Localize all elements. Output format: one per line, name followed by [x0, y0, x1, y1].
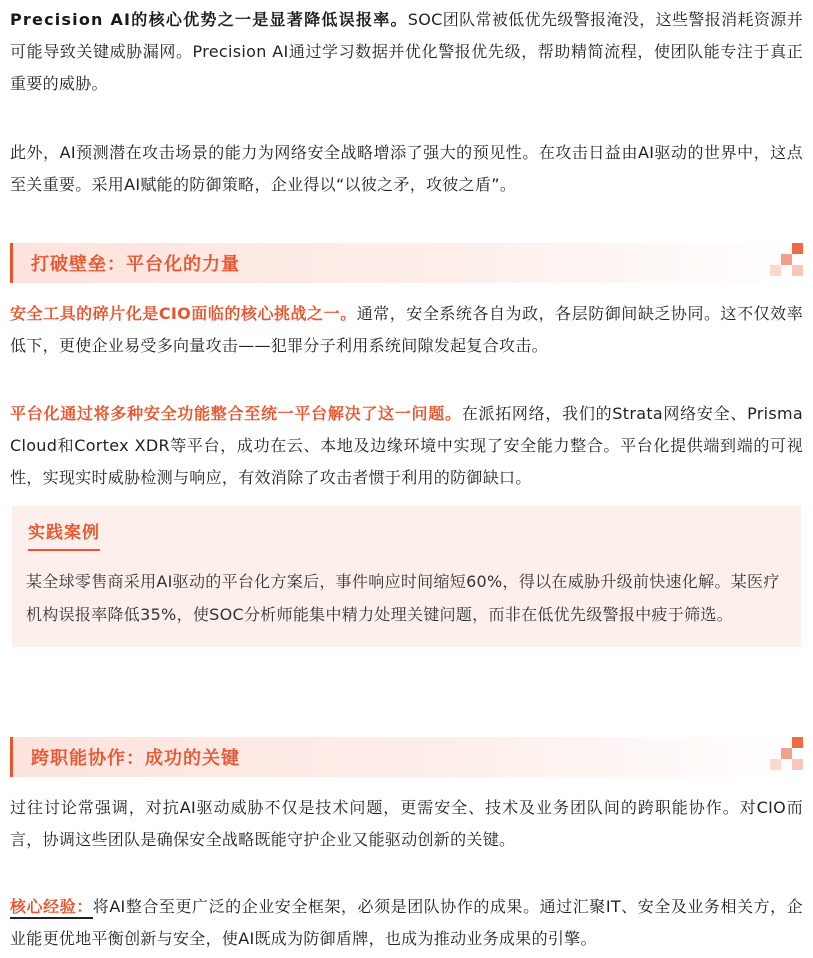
- fragmentation-paragraph: [0, 298, 813, 362]
- intro-paragraph: [0, 4, 813, 100]
- corner-square-decoration: [792, 737, 803, 748]
- key-lesson-paragraph: [0, 891, 813, 955]
- corner-square-decoration: [781, 748, 792, 759]
- fragmentation-lead: 安全工具的碎片化是CIO面临的核心挑战之一。: [10, 304, 357, 323]
- platformization-rest: 在派拓网络，我们的Strata网络安全、Prisma Cloud和Cortex XDR等平台，成功在云、本地及边缘环境中实现了安全能力整合。平台化提供端到端的可视性，实现实时威胁检测与响应，有效消除了攻击者惯于利用的防御缺口。: [10, 404, 803, 487]
- corner-square-decoration: [792, 265, 803, 276]
- foresight-paragraph: [0, 137, 813, 201]
- corner-square-decoration: [770, 759, 781, 770]
- section-header-platform: [10, 243, 803, 283]
- corner-square-decoration: [781, 254, 792, 265]
- platformization-lead: 平台化通过将多种安全功能整合至统一平台解决了这一问题。: [10, 404, 462, 423]
- foresight-text: 此外，AI预测潜在攻击场景的能力为网络安全战略增添了强大的预见性。在攻击日益由AI驱动的世界中，这点至关重要。采用AI赋能的防御策略，企业得以“以彼之矛，攻彼之盾”。: [10, 143, 803, 194]
- case-study-title: 实践案例: [28, 518, 100, 551]
- case-study-box: [12, 506, 801, 647]
- key-lesson-label: 核心经验：: [10, 897, 93, 919]
- fragmentation-rest: 通常，安全系统各自为政，各层防御间缺乏协同。这不仅效率低下，更使企业易受多向量攻击——犯罪分子利用系统间隙发起复合攻击。: [10, 304, 803, 355]
- intro-lead: Precision AI的核心优势之一是显著降低误报率。: [10, 10, 408, 29]
- collaboration-text: 过往讨论常强调，对抗AI驱动威胁不仅是技术问题，更需安全、技术及业务团队间的跨职能协作。对CIO而言，协调这些团队是确保安全战略既能守护企业又能驱动创新的关键。: [10, 798, 803, 849]
- key-lesson-text: 将AI整合至更广泛的企业安全框架，必须是团队协作的成果。通过汇聚IT、安全及业务相关方，企业能更优地平衡创新与安全，使AI既成为防御盾牌，也成为推动业务成果的引擎。: [10, 897, 803, 948]
- case-study-text: 某全球零售商采用AI驱动的平台化方案后，事件响应时间缩短60%，得以在威胁升级前快速化解。某医疗机构误报率降低35%，使SOC分析师能集中精力处理关键问题，而非在低优先级警报中疲于筛选。: [26, 572, 780, 624]
- section-title: 跨职能协作：成功的关键: [31, 748, 240, 769]
- collaboration-paragraph: [0, 792, 813, 856]
- corner-square-decoration: [770, 265, 781, 276]
- intro-rest: SOC团队常被低优先级警报淹没，这些警报消耗资源并可能导致关键威胁漏网。Precision AI通过学习数据并优化警报优先级，帮助精简流程，使团队能专注于真正重要的威胁。: [10, 10, 803, 93]
- corner-square-decoration: [792, 243, 803, 254]
- corner-square-decoration: [792, 759, 803, 770]
- section-header-collaboration: [10, 737, 803, 777]
- section-title: 打破壁垒：平台化的力量: [31, 254, 240, 275]
- platformization-paragraph: [0, 398, 813, 494]
